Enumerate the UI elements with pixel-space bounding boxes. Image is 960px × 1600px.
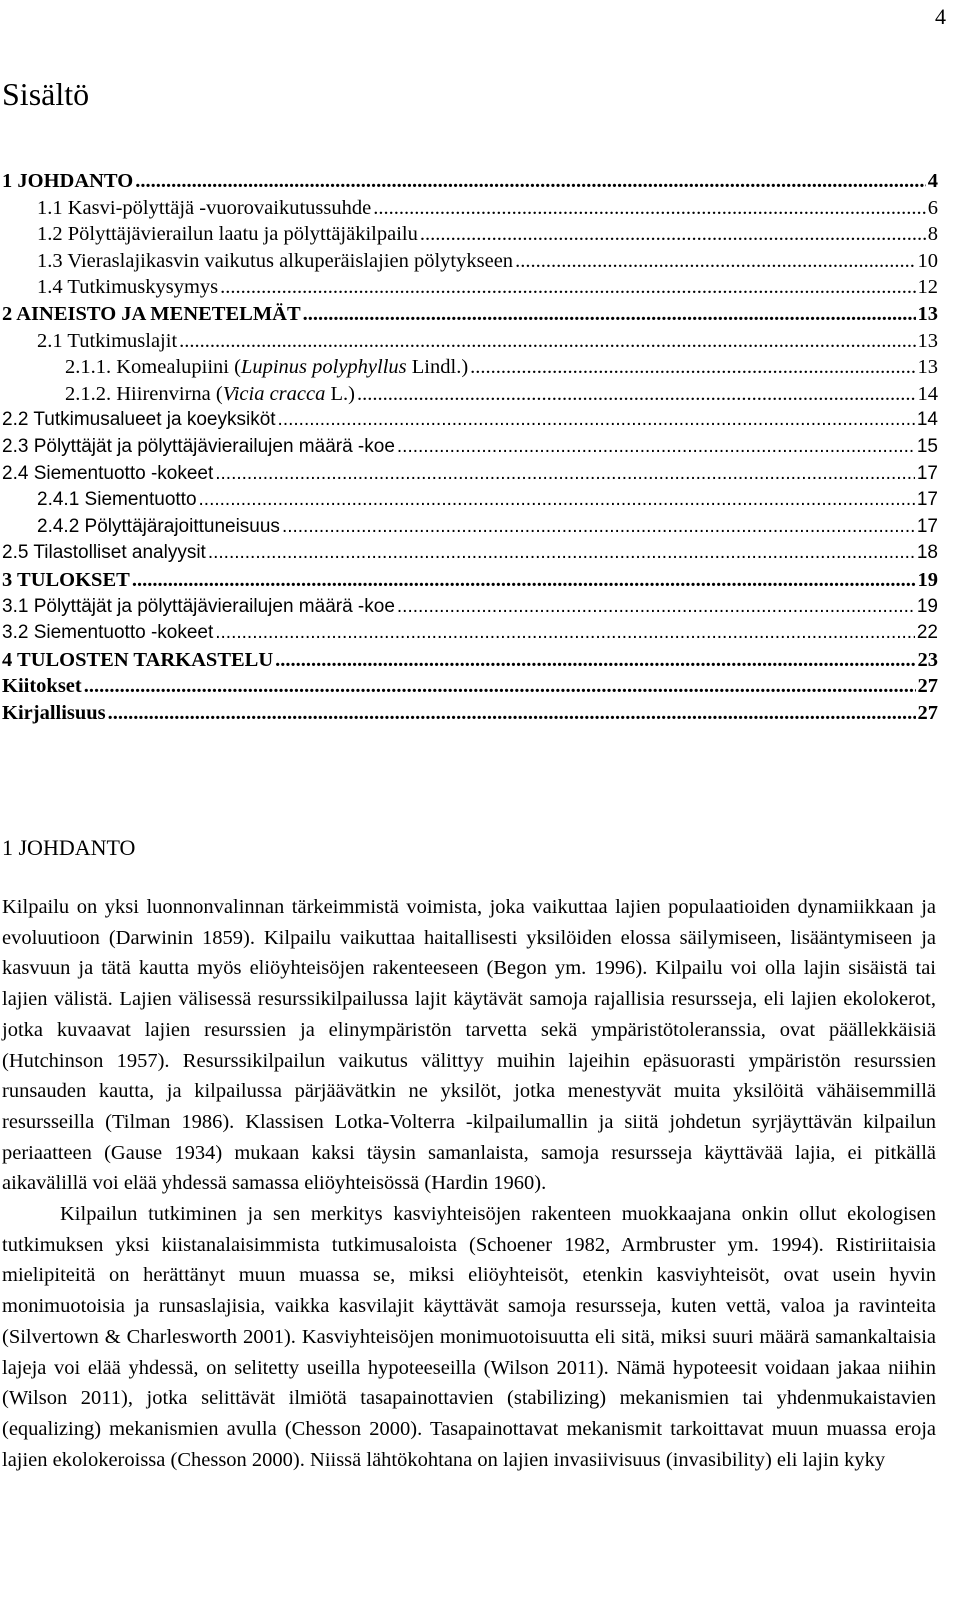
toc-entry-text: TULOSTEN TARKASTELU (17, 648, 274, 671)
toc-entry[interactable] (0, 594, 960, 621)
toc-leader-dots (135, 168, 926, 195)
toc-entry-label (2, 620, 215, 647)
toc-entry[interactable] (0, 673, 960, 700)
toc-entry-number: 1.1 (37, 196, 68, 219)
toc-leader-dots (397, 434, 915, 461)
toc-leader-dots (470, 354, 915, 381)
toc-page-number: 23 (916, 647, 939, 674)
table-of-contents (0, 168, 960, 726)
toc-entry-number: 3.2 (2, 622, 34, 644)
toc-entry-label (65, 381, 357, 408)
toc-entry-label (37, 248, 515, 275)
paragraph: Kilpailun tutkiminen ja sen merkitys kasviyhteisöjen rakenteen muokkaajana onkin ollut ekologisen tutkimuksen yksi kiistanalaisimmista tutkimusaloista (Schoener 1982, Armbruster ym. 1994). Ristiriitaisia mielipiteitä on herättänyt muun muassa se, miksi eliöyhteisöt, etenkin kasviyhteisöt, ovat usein hyvin monimuotoisia ja runsaslajisia, vaikka kasvilajit käyttävät samoja resursseja, kuten vettä, valoa ja ravinteita (Silvertown & Charlesworth 2001). Kasviyhteisöjen monimuotoisuutta eli sitä, miksi suuri määrä samankaltaisia lajeja voi elää yhdessä, on selitetty useilla hypoteeseilla (Wilson 2011). Nämä hypoteesit voidaan jakaa niihin (Wilson 2011), jotka selittävät ilmiötä tasapainottavien (stabilizing) mekanismien tai yhdenmukaistavien (equalizing) mekanismien avulla (Chesson 2000). Tasapainottavat mekanismit tarkoittavat muun muassa eroja lajien ekolokeroissa (Chesson 2000). Niissä lähtökohtana on lajien invasiivisuus (invasibility) eli lajin kyky (2, 1203, 936, 1471)
toc-entry-label (2, 407, 278, 434)
toc-entry-text: AINEISTO JA MENETELMÄT (16, 302, 301, 325)
toc-page-number: 4 (926, 168, 938, 195)
toc-entry[interactable] (0, 700, 960, 727)
toc-entry[interactable] (0, 487, 960, 514)
toc-entry-text: Tutkimuskysymys (67, 276, 219, 299)
toc-entry-number: 4 (2, 648, 18, 671)
toc-entry[interactable] (0, 221, 960, 248)
toc-page-number: 6 (926, 195, 938, 222)
toc-leader-dots (215, 461, 915, 488)
toc-entry-text: Pölyttäjävierailun laatu ja pölyttäjäkilpailu (67, 223, 418, 246)
toc-entry-number: 2.4.2 (37, 515, 85, 537)
toc-entry[interactable] (0, 328, 960, 355)
toc-entry-text: Kasvi-pölyttäjä -vuorovaikutussuhde (67, 196, 372, 219)
paragraph: Kilpailu on yksi luonnonvalinnan tärkeimmistä voimista, joka vaikuttaa lajien populaatioiden dynamiikkaan ja evoluutioon (Darwinin 1859). Kilpailu vaikuttaa haitallisesti yksilöiden elossa säilymiseen, lisääntymiseen ja kasvuun ja tätä kautta myös eliöyhteisöjen rakenteeseen (Begon ym. 1996). Kilpailu voi olla lajin sisäistä tai lajien välistä. Lajien välisessä resurssikilpailussa lajit käytävät samoja rajallisia resursseja, eli lajien ekolokerot, jotka kuvaavat lajien resurssien ja elinympäristön tarvetta sekä ympäristötoleranssia, ovat päällekkäisiä (Hutchinson 1957). Resurssikilpailun vaikutus välittyy muihin lajeihin epäsuorasti ympäristön resurssien runsauden kautta, ja kilpailussa pärjäävätkin ne yksilöt, jotka menestyvät muita yksilöitä vähäisemmillä resursseilla (Tilman 1986). Klassisen Lotka-Volterra -kilpailumallin ja siitä johdetun syrjäyttävän kilpailun periaatteen (Gause 1934) mukaan kaksi täysin samanlaista, samoja resursseja käyttävää lajia, ei pitkällä aikavälillä voi elää yhdessä samassa eliöyhteisössä (Hardin 1960). (2, 896, 936, 1195)
toc-leader-dots (84, 673, 916, 700)
toc-leader-dots (199, 487, 915, 514)
toc-entry-label (2, 434, 397, 461)
toc-leader-dots (179, 328, 915, 355)
toc-entry-italic: Lupinus polyphyllus (240, 356, 407, 379)
toc-entry-label (37, 514, 282, 541)
toc-entry-label (2, 301, 303, 328)
toc-page-number: 12 (916, 274, 939, 301)
toc-entry-label (37, 195, 373, 222)
toc-entry-number: 2 (2, 302, 17, 325)
toc-page-number: 27 (916, 673, 939, 700)
toc-leader-dots (373, 195, 926, 222)
toc-entry-text: Pölyttäjät ja pölyttäjävierailujen määrä -koe (33, 435, 395, 457)
toc-entry-label (65, 354, 470, 381)
toc-entry-text: Siementuotto -kokeet (33, 622, 214, 644)
toc-leader-dots (275, 647, 915, 674)
toc-title: Sisältö (2, 76, 90, 112)
toc-leader-dots (357, 381, 916, 408)
toc-page-number: 14 (915, 407, 938, 434)
toc-page-number: 13 (916, 354, 939, 381)
toc-entry-label (37, 328, 179, 355)
toc-entry-number: 1.3 (37, 249, 68, 272)
toc-entry[interactable] (0, 514, 960, 541)
section-heading: 1 JOHDANTO (2, 835, 136, 860)
toc-entry[interactable] (0, 407, 960, 434)
toc-page-number: 18 (915, 540, 938, 567)
toc-entry-label (2, 700, 108, 727)
toc-entry[interactable] (0, 540, 960, 567)
toc-entry-label (2, 567, 132, 594)
toc-entry-text: Komealupiini ( (116, 356, 241, 379)
toc-leader-dots (397, 594, 915, 621)
toc-entry[interactable] (0, 620, 960, 647)
toc-entry-number: 2.1 (37, 329, 68, 352)
toc-page-number: 8 (926, 221, 938, 248)
toc-entry-text: Tutkimusalueet ja koeyksiköt (33, 409, 276, 431)
toc-entry[interactable] (0, 195, 960, 222)
toc-page-number: 27 (916, 700, 939, 727)
toc-leader-dots (420, 221, 926, 248)
toc-entry-number: 2.1.2. (65, 382, 117, 405)
toc-entry-text: Hiirenvirna ( (116, 382, 223, 405)
toc-entry-text: Pölyttäjät ja pölyttäjävierailujen määrä -koe (33, 595, 395, 617)
toc-entry-text: Tilastolliset analyysit (33, 542, 206, 564)
toc-entry[interactable] (0, 461, 960, 488)
body-text (2, 892, 936, 1475)
toc-entry[interactable] (0, 567, 960, 594)
toc-entry-text: Siementuotto (84, 489, 197, 511)
toc-page-number: 22 (915, 620, 938, 647)
toc-entry-number: 1.2 (37, 223, 68, 246)
toc-entry[interactable] (0, 354, 960, 381)
toc-entry-text: TULOKSET (17, 568, 130, 591)
toc-entry-label (37, 221, 420, 248)
toc-entry-text: Kirjallisuus (2, 701, 106, 724)
toc-entry-number: 2.2 (2, 409, 34, 431)
toc-leader-dots (303, 301, 916, 328)
toc-entry-suffix: L.) (325, 382, 355, 405)
toc-entry-number: 2.5 (2, 542, 34, 564)
toc-page-number: 17 (915, 461, 938, 488)
toc-entry-text: Kiitokset (2, 675, 82, 698)
toc-entry-label (37, 274, 220, 301)
toc-page-number: 15 (915, 434, 938, 461)
page-number: 4 (935, 4, 946, 29)
toc-entry-label (2, 540, 208, 567)
toc-leader-dots (220, 274, 915, 301)
toc-entry-number: 3 (2, 568, 18, 591)
toc-entry-label (2, 461, 215, 488)
toc-entry[interactable] (0, 381, 960, 408)
toc-entry[interactable] (0, 647, 960, 674)
toc-leader-dots (278, 407, 915, 434)
toc-entry-number: 3.1 (2, 595, 34, 617)
toc-leader-dots (515, 248, 915, 275)
toc-page-number: 13 (916, 328, 939, 355)
toc-entry-text: Tutkimuslajit (67, 329, 178, 352)
toc-entry-text: Vieraslajikasvin vaikutus alkuperäislajien pölytykseen (67, 249, 514, 272)
toc-leader-dots (208, 540, 915, 567)
toc-entry-number: 1.4 (37, 276, 68, 299)
toc-entry-number: 2.4.1 (37, 489, 85, 511)
toc-entry[interactable] (0, 168, 960, 195)
toc-leader-dots (132, 567, 916, 594)
toc-entry[interactable] (0, 434, 960, 461)
toc-entry-label (2, 673, 84, 700)
toc-entry-number: 2.4 (2, 462, 34, 484)
toc-entry-suffix: Lindl.) (406, 356, 469, 379)
toc-entry-label (37, 487, 199, 514)
toc-entry-number: 2.1.1. (65, 356, 117, 379)
toc-page-number: 17 (915, 487, 938, 514)
toc-entry-number: 2.3 (2, 435, 34, 457)
toc-page-number: 10 (916, 248, 939, 275)
toc-leader-dots (215, 620, 915, 647)
toc-entry-text: JOHDANTO (17, 170, 134, 192)
toc-page-number: 13 (916, 301, 939, 328)
toc-page-number: 14 (916, 381, 939, 408)
toc-entry[interactable] (0, 248, 960, 275)
toc-entry-label (2, 594, 397, 621)
toc-entry-label (2, 168, 135, 195)
toc-entry[interactable] (0, 274, 960, 301)
toc-leader-dots (108, 700, 916, 727)
toc-entry-text: Pölyttäjärajoittuneisuus (84, 515, 280, 537)
toc-entry-italic: Vicia cracca (222, 382, 326, 405)
toc-entry-label (2, 647, 275, 674)
toc-entry-number: 1 (2, 170, 18, 192)
toc-page-number: 19 (916, 567, 939, 594)
toc-page-number: 19 (915, 594, 938, 621)
toc-leader-dots (282, 514, 915, 541)
toc-entry[interactable] (0, 301, 960, 328)
toc-entry-text: Siementuotto -kokeet (33, 462, 214, 484)
toc-page-number: 17 (915, 514, 938, 541)
